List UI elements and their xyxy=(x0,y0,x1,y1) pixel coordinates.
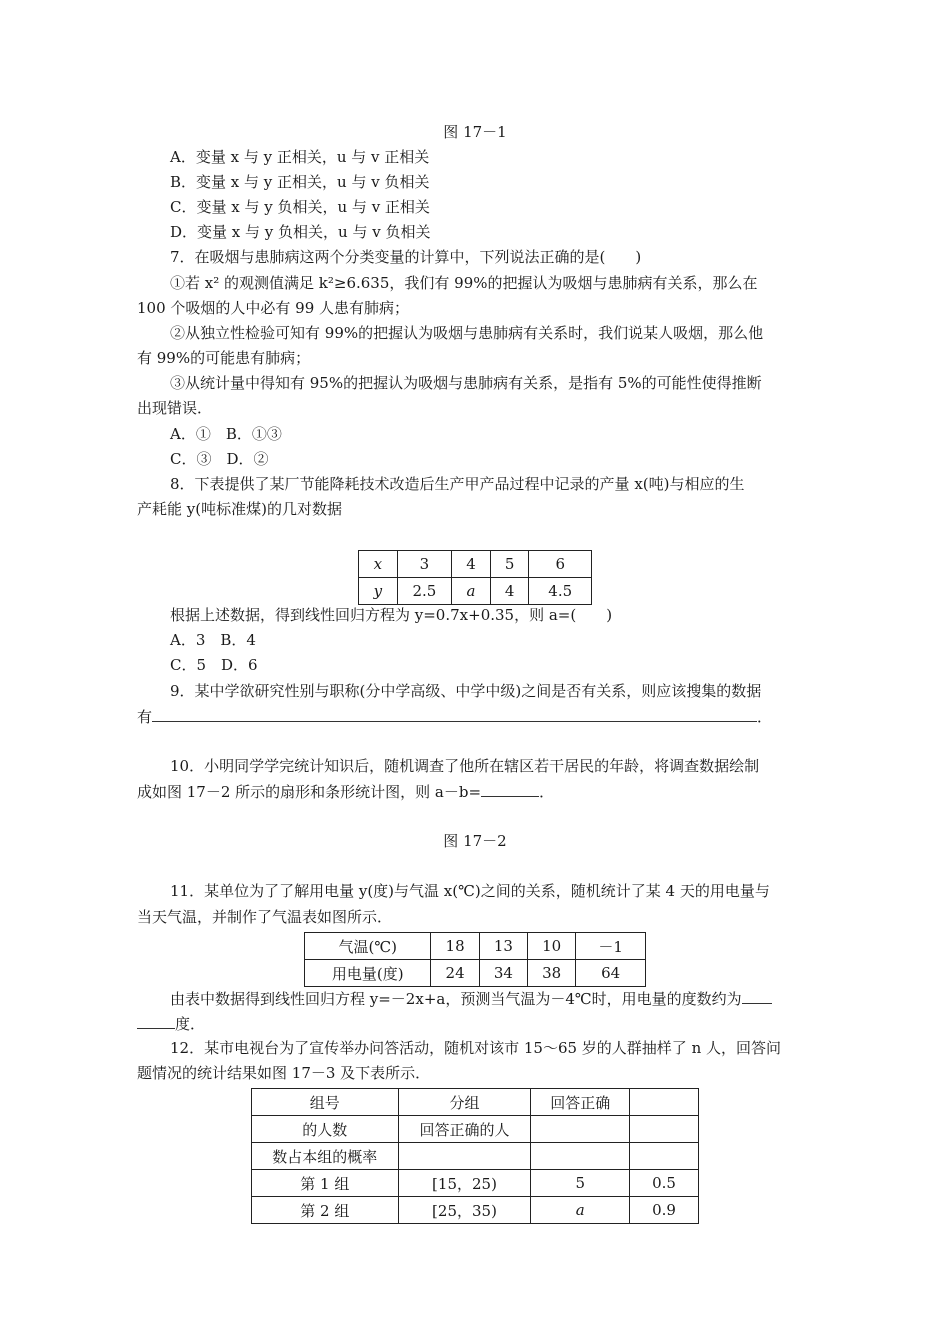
table-row xyxy=(305,933,646,960)
q8-data-table xyxy=(358,550,592,605)
table-cell: 组号 xyxy=(252,1089,399,1116)
table-cell: 2.5 xyxy=(397,578,452,605)
q6-option-b: B．变量 x 与 y 正相关，u 与 v 负相关 xyxy=(170,173,430,191)
table-cell: 10 xyxy=(528,933,576,960)
table-cell: 34 xyxy=(479,960,527,987)
table-cell: 3 xyxy=(397,551,452,578)
q11-data-table xyxy=(304,932,646,987)
table-cell: a xyxy=(452,578,491,605)
table-cell: －1 xyxy=(576,933,646,960)
table-cell: 的人数 xyxy=(252,1116,399,1143)
q9-answer-line: 有 ． xyxy=(137,708,773,726)
q7-statement-2a: ②从独立性检验可知有 99%的把握认为吸烟与患肺病有关系时，我们说某人吸烟，那么他 xyxy=(170,324,764,342)
table-cell xyxy=(531,1116,630,1143)
q7-stem: 7．在吸烟与患肺病这两个分类变量的计算中，下列说法正确的是( ) xyxy=(170,248,642,266)
table-cell: 气温(℃) xyxy=(305,933,431,960)
q12-data-table xyxy=(251,1088,699,1224)
q8-options-2: C．5 D．6 xyxy=(170,656,258,674)
table-cell: 回答正确 xyxy=(531,1089,630,1116)
table-cell: 4.5 xyxy=(529,578,592,605)
q10-answer-line: 成如图 17－2 所示的扇形和条形统计图，则 a－b= ． xyxy=(137,783,555,801)
table-cell: 18 xyxy=(431,933,479,960)
table-cell: 4 xyxy=(490,578,529,605)
table-row xyxy=(305,960,646,987)
table-row xyxy=(252,1170,699,1197)
table-cell: 4 xyxy=(452,551,491,578)
table-cell: 回答正确的人 xyxy=(398,1116,531,1143)
table-cell: 数占本组的概率 xyxy=(252,1143,399,1170)
q8-stem-a: 8．下表提供了某厂节能降耗技术改造后生产甲产品过程中记录的产量 x(吨)与相应的生 xyxy=(170,475,745,493)
table-cell: 第 1 组 xyxy=(252,1170,399,1197)
answer-blank xyxy=(137,1013,175,1029)
table-cell: 24 xyxy=(431,960,479,987)
table-row xyxy=(359,578,592,605)
table-cell: 13 xyxy=(479,933,527,960)
q6-option-c: C．变量 x 与 y 负相关，u 与 v 正相关 xyxy=(170,198,430,216)
q7-statement-1b: 100 个吸烟的人中必有 99 人患有肺病； xyxy=(137,299,410,317)
q7-options-1: A．① B．①③ xyxy=(170,425,282,443)
table-cell: 0.5 xyxy=(630,1170,699,1197)
table-cell xyxy=(630,1116,699,1143)
table-row xyxy=(252,1089,699,1116)
q6-option-a: A．变量 x 与 y 正相关，u 与 v 正相关 xyxy=(170,148,430,166)
q8-options-1: A．3 B．4 xyxy=(170,631,256,649)
table-cell: 5 xyxy=(490,551,529,578)
table-cell: 38 xyxy=(528,960,576,987)
answer-blank xyxy=(742,988,772,1004)
answer-blank xyxy=(481,781,539,797)
q6-option-d: D．变量 x 与 y 负相关，u 与 v 负相关 xyxy=(170,223,431,241)
table-cell: 用电量(度) xyxy=(305,960,431,987)
table-row xyxy=(252,1197,699,1224)
q11-stem-b: 当天气温，并制作了气温表如图所示． xyxy=(137,908,393,926)
table-row xyxy=(252,1143,699,1170)
figure-17-2-caption: 图 17－2 xyxy=(443,832,507,850)
q12-stem-a: 12．某市电视台为了宣传举办问答活动，随机对该市 15～65 岁的人群抽样了 n 人，回答问 xyxy=(170,1039,781,1057)
answer-blank xyxy=(152,706,757,722)
table-cell: 6 xyxy=(529,551,592,578)
table-cell: y xyxy=(359,578,398,605)
table-cell: 第 2 组 xyxy=(252,1197,399,1224)
q12-stem-b: 题情况的统计结果如图 17－3 及下表所示． xyxy=(137,1064,431,1082)
q8-regression-line: 根据上述数据，得到线性回归方程为 y=0.7x+0.35，则 a=( ) xyxy=(170,606,613,624)
table-row xyxy=(252,1116,699,1143)
table-cell: x xyxy=(359,551,398,578)
table-cell: 5 xyxy=(531,1170,630,1197)
q7-options-2: C．③ D．② xyxy=(170,450,269,468)
table-row xyxy=(359,551,592,578)
figure-17-1-caption: 图 17－1 xyxy=(443,123,507,141)
q11-stem-a: 11．某单位为了了解用电量 y(度)与气温 x(℃)之间的关系，随机统计了某 4 天的用电量与 xyxy=(170,882,770,900)
q8-stem-b: 产耗能 y(吨标准煤)的几对数据 xyxy=(137,500,342,518)
table-cell xyxy=(630,1089,699,1116)
table-cell: a xyxy=(531,1197,630,1224)
q11-answer-line: 度． xyxy=(137,1013,205,1034)
table-cell: [15，25) xyxy=(398,1170,531,1197)
table-cell xyxy=(398,1143,531,1170)
table-cell: 分组 xyxy=(398,1089,531,1116)
table-cell xyxy=(531,1143,630,1170)
q7-statement-3a: ③从统计量中得知有 95%的把握认为吸烟与患肺病有关系，是指有 5%的可能性使得推断 xyxy=(170,374,762,392)
q11-regression-line: 由表中数据得到线性回归方程 y=－2x+a，预测当气温为－4℃时，用电量的度数约为 xyxy=(170,988,772,1009)
q7-statement-1a: ①若 x² 的观测值满足 k²≥6.635，我们有 99%的把握认为吸烟与患肺病有关系，那么在 xyxy=(170,274,758,292)
table-cell: 0.9 xyxy=(630,1197,699,1224)
q10-stem: 10．小明同学学完统计知识后，随机调查了他所在辖区若干居民的年龄，将调查数据绘制 xyxy=(170,757,760,775)
q7-statement-2b: 有 99%的可能患有肺病； xyxy=(137,349,311,367)
table-cell: 64 xyxy=(576,960,646,987)
q7-statement-3b: 出现错误． xyxy=(137,399,213,417)
table-cell xyxy=(630,1143,699,1170)
q9-stem: 9．某中学欲研究性别与职称(分中学高级、中学中级)之间是否有关系，则应该搜集的数据 xyxy=(170,682,762,700)
table-cell: [25，35) xyxy=(398,1197,531,1224)
